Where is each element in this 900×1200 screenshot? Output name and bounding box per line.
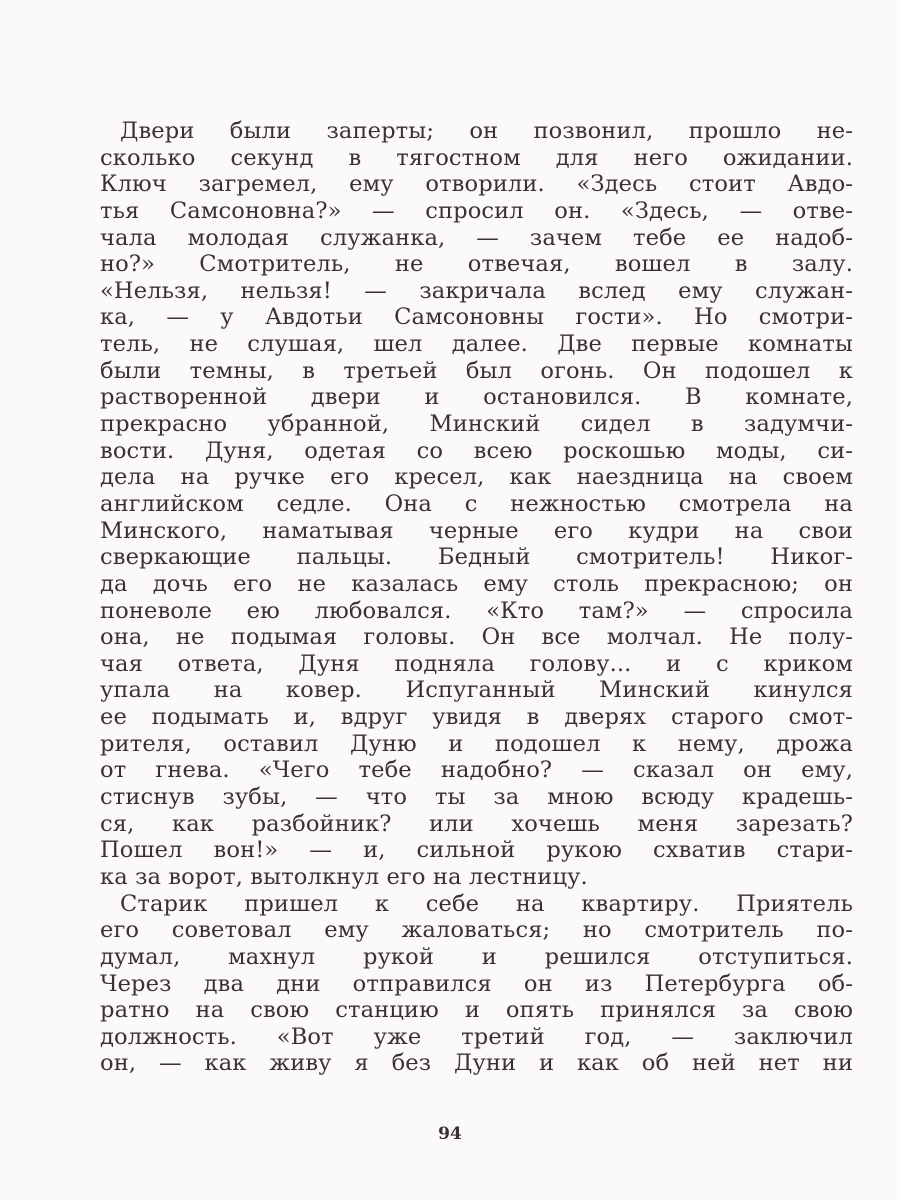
paragraph-2 [100,891,853,1077]
text-line: тья Самсоновна?» — спросил он. «Здесь, — отве- [100,197,853,224]
text-line: рителя, оставил Дуню и подошел к нему, дрожа [100,730,853,757]
text-line: чая ответа, Дуня подняла голову... и с криком [100,650,853,677]
text-line: но?» Смотритель, не отвечая, вошел в залу. [100,251,853,278]
text-line: чала молодая служанка, — зачем тебе ее надоб- [100,224,853,251]
text-line: ратно на свою станцию и опять принялся за свою [100,997,853,1024]
text-line: от гнева. «Чего тебе надобно? — сказал он ему, [100,757,853,784]
text-line: ее подымать и, вдруг увидя в дверях старого смот- [100,704,853,731]
text-line: ка за ворот, вытолкнул его на лестницу. [100,863,588,890]
text-line: Ключ загремел, ему отворили. «Здесь стоит Авдо- [100,171,853,198]
text-line: Двери были заперты; он позвонил, прошло не- [120,118,853,144]
text-line: стиснув зубы, — что ты за мною всюду крадешь- [100,784,853,811]
text-line: вости. Дуня, одетая со всею роскошью моды, си- [100,437,853,464]
text-line: тель, не слушая, шел далее. Две первые комнаты [100,331,853,358]
text-line: она, не подымая головы. Он все молчал. Не полу- [100,624,853,651]
text-line: прекрасно убранной, Минский сидел в задумчи- [100,411,853,438]
text-line: упала на ковер. Испуганный Минский кинулся [100,677,853,704]
text-line: ся, как разбойник? или хочешь меня зарезать? [100,810,853,837]
text-line: он, — как живу я без Дуни и как об ней нет ни [100,1050,853,1077]
text-line: думал, махнул рукой и решился отступиться. [100,943,853,970]
text-line: его советовал ему жаловаться; но смотритель по- [100,917,853,944]
text-line: «Нельзя, нельзя! — закричала вслед ему служан- [100,277,853,304]
text-line: Старик пришел к себе на квартиру. Приятель [120,890,853,917]
text-line: растворенной двери и остановился. В комнате, [100,384,853,411]
text-line: Пошел вон!» — и, сильной рукою схватив стари- [100,837,853,864]
paragraph-1 [100,118,853,891]
text-line: английском седле. Она с нежностью смотрела на [100,490,853,517]
page-number: 94 [438,1124,462,1144]
text-line: сверкающие пальцы. Бедный смотритель! Никог- [100,544,853,571]
text-line: сколько секунд в тягостном для него ожидании. [100,144,853,171]
page-body [100,118,853,1077]
text-line: дела на ручке его кресел, как наездница на своем [100,464,853,491]
text-line: да дочь его не казалась ему столь прекрасною; он [100,570,853,597]
text-line: должность. «Вот уже третий год, — заключил [100,1023,853,1050]
text-line: поневоле ею любовался. «Кто там?» — спросила [100,597,853,624]
text-line: ка, — у Авдотьи Самсоновны гости». Но смотри- [100,304,853,331]
text-line: были темны, в третьей был огонь. Он подошел к [100,357,853,384]
text-line: Минского, наматывая черные его кудри на свои [100,517,853,544]
text-line: Через два дни отправился он из Петербурга об- [100,970,853,997]
